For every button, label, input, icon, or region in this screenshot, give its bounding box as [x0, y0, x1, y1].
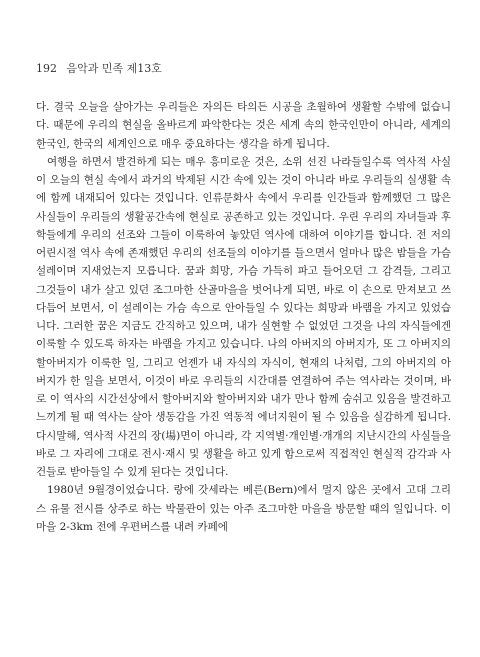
page-number: 192: [36, 62, 57, 75]
paragraph-continuation: 다. 결국 오늘을 살아가는 우리들은 자의든 타의든 시공을 초월하여 생활할 수밖에 없습니다. 때문에 우리의 현실을 올바르게 파악한다는 것은 세계 속의 한국인만이 아니라, 세계의 한국인, 한국의 세계인으로 매우 중요하다는 생각을 하게 됩니다.: [36, 101, 451, 150]
paragraph-1980-visit: 1980년 9월경이었습니다. 랑에 갓세라는 베른(Bern)에서 멀지 않은 곳에서 고대 그리스 유물 전시를 상주로 하는 박물관이 있는 아주 조그마한 마을을 방문할 때의 일입니다. 이 마을 2-3km 전에 우편버스를 내려 카페에: [36, 484, 451, 533]
paragraph-travel-history: 여행을 하면서 발견하게 되는 매우 흥미로운 것은, 소위 선진 나라들일수록 역사적 사실이 오늘의 현실 속에서 과거의 박제된 시간 속에 있는 것이 아니라 바로 우리들의 실생활 속에 함께 내재되어 있다는 것입니다. 인류문화사 속에서 우리를 인간들과 함께했던 그 많은 사실들이 우리들의 생활공간속에 현실로 공존하고 있는 것입니다. 우린 우리의 자녀들과 후학들에게 우리의 선조와 그들이 이룩하여 놓았던 역사에 대하여 이야기를 합니다. 전 저의 어린시절 역사 속에 존재했던 우리의 선조들의 이야기를 들으면서 얼마나 많은 밤들을 가슴 설레이며 지새었는지 모릅니다. 꿈과 희망, 가슴 가득히 파고 들어오던 그 감격들, 그리고 그것들이 내가 살고 있던 조그마한 산골마을을 벗어나게 되면, 바로 이 손으로 만져보고 쓰다듬어 보면서, 이 설레이는 가슴 속으로 안아들일 수 있다는 희망과 바램을 가지고 있었습니다. 그러한 꿈은 지금도 간직하고 있으며, 내가 실현할 수 없었던 그것을 나의 자식들에겐 이룩할 수 있도록 하자는 바램을 가지고 있습니다. 나의 아버지의 아버지가, 또 그 아버지의 할아버지가 이룩한 일, 그리고 언젠가 내 자식의 자식이, 현재의 나처럼, 그의 아버지의 아버지가 한 일을 보면서, 이것이 바로 우리들의 시간대를 연결하여 주는 역사라는 것이며, 바로 이 역사의 시간선상에서 할아버지와 할아버지와 내가 만나 함께 숨쉬고 있음을 발견하고 느끼게 될 때 역사는 살아 생동감을 가진 역동적 에너지원이 될 수 있음을 실감하게 됩니다. 다시말해, 역사적 사건의 장(場)면이 아니라, 각 지역별·개인별·개개의 지난시간의 사실들을 바로 그 자리에 그대로 전시·재시 및 생활을 하고 있게 함으로써 직접적인 현실적 감각과 사건들로 받아들일 수 있게 된다는 것입니다.: [36, 155, 451, 478]
running-header: [36, 62, 162, 76]
journal-title: 음악과 민족 제13호: [66, 62, 162, 75]
body-text: [36, 98, 451, 536]
